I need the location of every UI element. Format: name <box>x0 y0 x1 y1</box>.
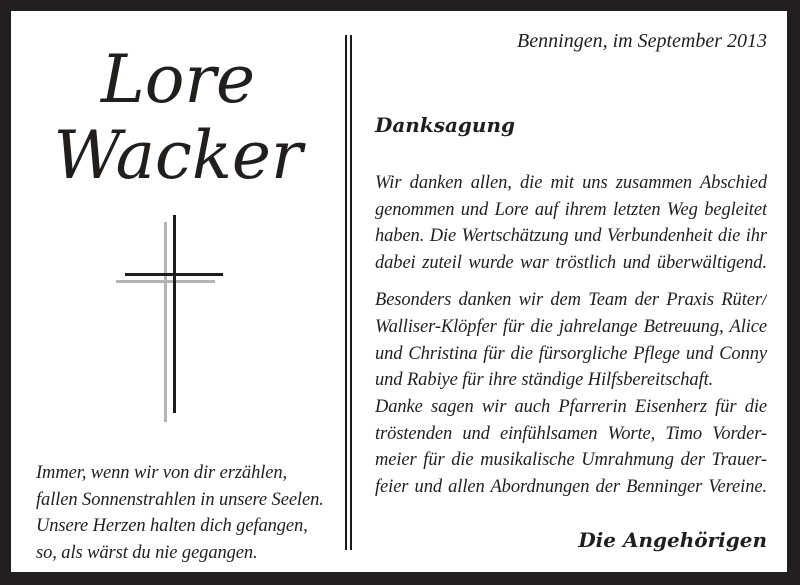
deceased-name-line-1: Lore <box>100 41 256 118</box>
cross-shadow-vertical-bar <box>164 222 167 422</box>
place-dateline: Benningen, im September 2013 <box>517 30 767 52</box>
poem-line: Unsere Herzen halten dich gefangen, <box>36 516 308 536</box>
paragraph-line: genommen und Lore auf ihrem letzten Weg begleitet <box>375 199 767 220</box>
deceased-name-line-2: Wacker <box>53 117 303 194</box>
paragraph-line: Danke sagen wir auch Pfarrerin Eisenherz für die <box>375 396 767 417</box>
poem-line: so, als wärst du nie gegangen. <box>36 542 258 563</box>
cross-horizontal-bar <box>125 273 223 276</box>
signature-line: Die Angehörigen <box>578 528 767 552</box>
deceased-name <box>10 42 346 194</box>
thanks-paragraph <box>375 170 767 277</box>
thanks-paragraph <box>375 287 767 501</box>
thanks-column <box>375 0 767 585</box>
paragraph-line: und Christina für die fürsorgliche Pflege und Conny <box>375 343 767 364</box>
double-rule-divider <box>345 35 352 550</box>
paragraph-line: tröstenden und einfühlsamen Worte, Timo Vorder- <box>375 423 767 444</box>
danksagung-heading: Danksagung <box>375 113 515 137</box>
cross-vertical-bar <box>173 215 176 413</box>
paragraph-line: Wir danken allen, die mit uns zusammen Abschied <box>375 173 767 193</box>
thanks-paragraphs <box>375 170 767 501</box>
memorial-poem <box>36 460 336 566</box>
poem-line: fallen Sonnenstrahlen in unsere Seelen. <box>36 489 324 510</box>
paragraph-line: haben. Die Wertschätzung und Verbundenheit die ihr <box>375 226 767 247</box>
poem-line: Immer, wenn wir von dir erzählen, <box>36 463 288 483</box>
paragraph-line: und Rabiye für ihre ständige Hilfsbereitschaft. <box>375 370 714 391</box>
paragraph-line: meier für die musikalische Umrahmung der Trauer- <box>375 450 767 471</box>
paragraph-line: Walliser-Klöpfer für die jahrelange Betreuung, Alice <box>375 316 767 337</box>
paragraph-line: Besonders danken wir dem Team der Praxis Rüter/ <box>375 290 767 311</box>
paragraph-line: feier und allen Abordnungen der Benninger Vereine. <box>375 476 767 497</box>
cross-shadow-horizontal-bar <box>116 280 215 283</box>
paragraph-line: dabei zuteil wurde war tröstlich und überwältigend. <box>375 253 767 274</box>
